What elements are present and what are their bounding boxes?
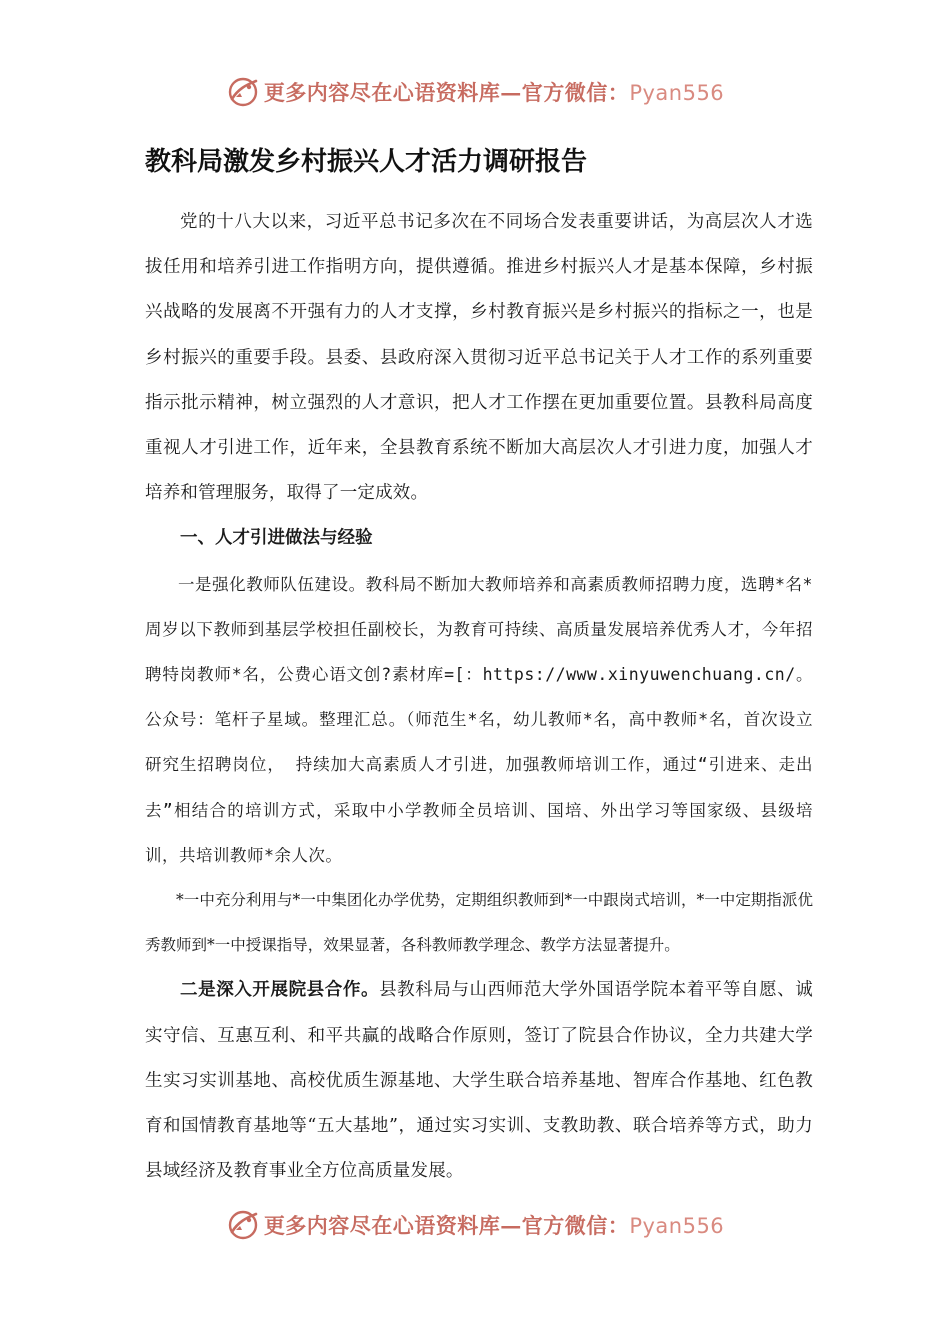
paragraph-group-schooling: *一中充分利用与*一中集团化办学优势，定期组织教师到*一中跟岗式培训，*一中定期指派优秀教师到*一中授课指导，效果显著，各科教师教学理念、教学方法显著提升。 bbox=[145, 891, 813, 955]
paragraph-lead: 二是深入开展院县合作。 bbox=[180, 980, 380, 1001]
banner-wechat-id: Pyan556 bbox=[629, 1214, 725, 1238]
header-banner bbox=[0, 70, 950, 114]
intro-paragraph: 党的十八大以来，习近平总书记多次在不同场合发表重要讲话，为高层次人才选拔任用和培养引进工作指明方向，提供遵循。推进乡村振兴人才是基本保障，乡村振兴战略的发展离不开强有力的人才支撑，乡村教育振兴是乡村振兴的指标之一，也是乡村振兴的重要手段。县委、县政府深入贯彻习近平总书记关于人才工作的系列重要指示批示精神，树立强烈的人才意识，把人才工作摆在更加重要位置。县教科局高度重视人才引进工作，近年来，全县教育系统不断加大高层次人才引进力度，加强人才培养和管理服务，取得了一定成效。 bbox=[145, 212, 813, 504]
brand-logo-icon bbox=[226, 75, 260, 109]
banner-text: 更多内容尽在心语资料库—官方微信：Pyan556 bbox=[263, 80, 725, 105]
section-heading: 一、人才引进做法与经验 bbox=[180, 528, 373, 549]
banner-text: 更多内容尽在心语资料库—官方微信：Pyan556 bbox=[263, 1213, 725, 1238]
document-title: 教科局激发乡村振兴人才活力调研报告 bbox=[145, 147, 588, 177]
banner-wechat-id: Pyan556 bbox=[629, 81, 725, 105]
document-body bbox=[145, 140, 813, 1194]
paragraph-teacher-team: 一是强化教师队伍建设。教科局不断加大教师培养和高素质教师招聘力度，选聘*名* 周岁以下教师到基层学校担任副校长，为教育可持续、高质量发展培养优秀人才，今年招聘特岗教师*名，公费心语文创?素材库=[：https://www.xinyuwenchuang.cn/。公众号：笔杆子星域。整理汇总。（师范生*名，幼儿教师*名，高中教师*名，首次设立研究生招聘岗位， 持续加大高素质人才引进，加强教师培训工作，通过“引进来、走出去”相结合的培训方式，采取中小学教师全员培训、国培、外出学习等国家级、县级培训，共培训教师*余人次。 bbox=[145, 574, 813, 865]
brand-logo-icon bbox=[226, 1208, 260, 1242]
paragraph-college-cooperation bbox=[145, 968, 813, 1194]
paragraph-body: 县教科局与山西师范大学外国语学院本着平等自愿、诚实守信、互惠互利、和平共赢的战略合作原则，签订了院县合作协议，全力共建大学生实习实训基地、高校优质生源基地、大学生联合培养基地、智库合作基地、红色教育和国情教育基地等“五大基地”，通过实习实训、支教助教、联合培养等方式，助力县域经济及教育事业全方位高质量发展。 bbox=[145, 980, 813, 1182]
footer-banner bbox=[0, 1203, 950, 1247]
